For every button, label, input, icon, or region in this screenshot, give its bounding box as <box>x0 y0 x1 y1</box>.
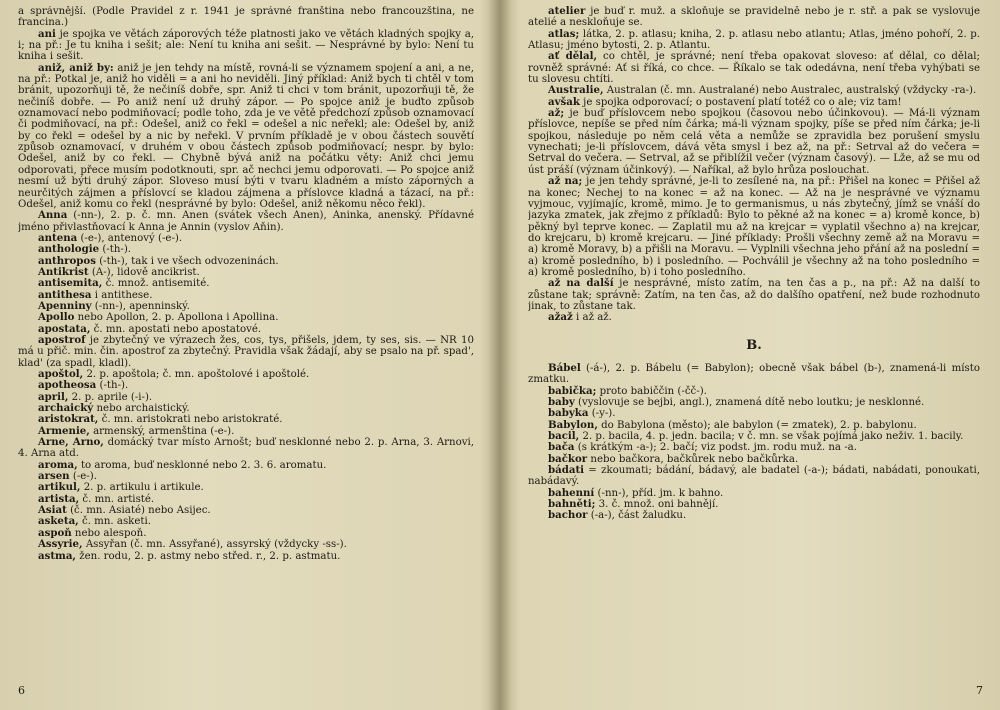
entry-text: 2. p. artikulu i artikule. <box>83 482 204 494</box>
entry-headword: asketa, <box>38 515 79 528</box>
entry-text: Australan (č. mn. Australané) nebo Australec, australský (vždycky -ra-). <box>606 85 977 97</box>
entry-headword: anthropos <box>38 254 96 267</box>
left-page <box>18 6 474 678</box>
entry-text: (s krátkým -a-); 2. bačí; viz podst. jm. rodu muž. na -a. <box>577 442 857 454</box>
entry-headword: antithesa <box>38 288 92 301</box>
entry-text: č. mn. asketi. <box>81 516 151 528</box>
entry-text: (-th-). <box>99 380 129 392</box>
entry-text: č. mn. apostati nebo apostatové. <box>93 323 262 335</box>
dictionary-entry <box>18 6 474 29</box>
entry-headword: aniž, aniž by: <box>38 61 114 74</box>
dictionary-entry <box>528 97 980 108</box>
entry-headword: bahenní <box>548 486 595 499</box>
entry-headword: Antikrist <box>38 265 89 278</box>
entry-text: (-e-). <box>72 471 97 483</box>
entry-text: (-y-). <box>591 408 616 420</box>
section-heading-b: B. <box>746 337 762 353</box>
entry-text: Assyřan (č. mn. Assyřané), assyrský (vždycky -ss-). <box>85 539 347 551</box>
entry-text: to aroma, buď nesklonné nebo 2. 3. 6. aromatu. <box>80 459 327 471</box>
entry-headword: ažaž <box>548 311 573 324</box>
entry-text: (č. mn. Asiaté) nebo Asijec. <box>70 505 211 517</box>
entry-text: (-á-), 2. p. Bábelu (= Babylon); obecně však bábel (b-), znamená-li místo zmatku. <box>528 362 980 386</box>
entries-letter-b <box>528 363 980 522</box>
entry-headword: ať dělal, <box>548 50 598 63</box>
entry-headword: babyka <box>548 407 589 420</box>
entry-headword: artikul, <box>38 481 81 494</box>
entry-text: 2. p. bacila, 4. p. jedn. bacila; v č. mn. se však pojímá jako neživ. 1. bacily. <box>582 431 964 443</box>
entry-headword: apotheosa <box>38 379 97 392</box>
entry-headword: apoštol, <box>38 368 84 380</box>
entry-text: (-th-). <box>102 244 132 256</box>
page-number-left: 6 <box>18 684 25 697</box>
entry-text: (-th-), tak i ve všech odvozeninách. <box>99 255 279 267</box>
dictionary-entry <box>528 278 980 312</box>
entry-headword: bacil, <box>548 430 580 443</box>
entry-headword: babička; <box>548 384 597 397</box>
entry-headword: arsen <box>38 470 70 483</box>
entry-text: je buď r. muž. a skloňuje se pravidelně nebo je r. stř. a pak se vyslovuje atelié a neskloňuje se. <box>528 6 980 29</box>
dictionary-entry <box>528 108 980 176</box>
dictionary-entry <box>18 482 474 493</box>
dictionary-entry <box>18 210 474 233</box>
entry-headword: Anna <box>38 209 68 222</box>
dictionary-entry <box>528 397 980 408</box>
entry-headword: aroma, <box>38 458 78 471</box>
dictionary-entry <box>18 335 474 369</box>
entry-text: i antithese. <box>94 289 153 301</box>
dictionary-entry <box>528 176 980 278</box>
dictionary-entry <box>528 6 980 29</box>
entry-headword: antisemita, <box>38 277 103 290</box>
dictionary-entry <box>528 312 980 323</box>
book-gutter <box>488 0 512 710</box>
entry-text: nebo archaistický. <box>96 403 190 415</box>
entry-text: (-nn-), apenninský. <box>94 300 190 312</box>
entry-text: (-a-), část žaludku. <box>590 510 687 522</box>
entry-text: č. množ. antisemité. <box>105 278 210 290</box>
entry-text: je buď příslovcem nebo spojkou (časovou nebo účinkovou). — Má-li význam příslovce, nepíše se před ním čárka; má-li význam spojky, píše se před ním čárka; je-li spojkou, následuje po něm celá věta a nemůže se zpravidla bez porušení smyslu vynechati; je-li příslovcem, dává věta smysl i bez až, na př.: Setrval až do večera = Setrval do večera. — Setrval, až se přiblížil večer (význam časový). — Lže, až se mu od úst práší (význam účinkový). — Naříkal, až bylo hrůza poslouchat. <box>528 108 980 176</box>
entry-text: č. mn. artisté. <box>82 493 155 505</box>
entry-text: je spojka ve větách záporových téže platnosti jako ve větách kladných spojky a, i; na př.: Je tu kniha i sešit; ale: Není tu kniha ani sešit. — Nesprávné by bylo: Není tu kniha i sešit. <box>18 28 474 63</box>
entry-headword: Babylon, <box>548 418 598 431</box>
entry-headword: apostrof <box>38 333 86 346</box>
entry-text: (-nn-), 2. p. č. mn. Anen (svátek všech Anen), Aninka, anenský. Přídavné jméno přivlastňovací k Anna je Annin (vyslov Aňin). <box>18 210 474 233</box>
entry-text: 2. p. aprile (-i-). <box>71 391 153 403</box>
entry-text: nebo Apollon, 2. p. Apollona i Apollina. <box>77 312 279 324</box>
entry-headword: až; <box>548 107 565 120</box>
entry-text: co chtěl, je správné; není třeba opakovat sloveso: ať dělal, co dělal; rovněž správné: Ať si říká, co chce. — Říkalo se tak odedávna, není třeba vyhýbati se tu slovesu chtíti. <box>528 51 980 86</box>
entry-text: je zbytečný ve výrazech žes, cos, tys, přišels, jdem, ty ses, sis. — NR 10 má u přič. min. čin. apostrof za zbytečný. Pravidla však žádají, aby se psalo na př. spad', klad' (za spadl, kladl). <box>18 334 474 369</box>
entry-headword: Asiat <box>38 504 67 517</box>
dictionary-entry <box>528 85 980 96</box>
entry-headword: Assyrie, <box>38 538 83 551</box>
entry-headword: Bábel <box>548 361 581 374</box>
dictionary-entry <box>18 494 474 505</box>
entry-text: aniž je jen tehdy na místě, rovná-li se významem spojení a ani, a ne, na př.: Potkal je, aniž ho viděli = a ani ho neviděli. Jiný příklad: Aniž bych ti chtěl v tom bránit, upozorňuji tě, že nečiníš dobře, spr. Aniž ti chci v tom bránit, upozorňuji tě, že nečiníš dobře. — Po aniž není už druhý zápor. — Po spojce aniž je buďto způsob oznamovací nebo podmiňovací; podle toho, zda je ve větě předchozí způsob oznamovací či podmiňovací, na př.: Odešel, aniž co řekl = odešel a nic neřekl; ale: Odešel by, aniž by co řekl = odešel by a nic by neřekl. V prvním příkladě je v obou částech souvětí způsob oznamovací, v druhém v obou částech způsob podmiňovací; nespr. by bylo: Odešel, aniž by co řekl. — Chybně bývá aniž na počátku věty: Aniž chci jemu odporovati, přece musím podotknouti, spr. ač nechci jemu odporovati. — Po spojce aniž nesmí už býti druhý zápor. Sloveso musí býti v tvaru kladném a místo záporných a neurčitých zájmen a příslovcí se kladou zájmena a příslovce kladná a tázací, na př.: Odešel, aniž komu co řekl (nesprávné by bylo: Odešel, aniž někomu něco řekl). <box>18 62 474 210</box>
dictionary-entry <box>18 301 474 312</box>
dictionary-entry <box>18 437 474 460</box>
dictionary-entry <box>528 51 980 85</box>
entry-headword: Arne, Arno, <box>38 436 104 449</box>
entry-text: je spojka odporovací; o postavení platí totéž co o ale; viz tam! <box>583 96 902 108</box>
entry-text: (-nn-), příd. jm. k bahno. <box>597 487 724 499</box>
entry-headword: ani <box>38 27 56 40</box>
dictionary-entry <box>528 363 980 386</box>
dictionary-entry <box>528 386 980 397</box>
entry-text: je nesprávné, místo zatím, na ten čas a p., na př.: Až na další to zůstane tak; správně: Zatím, na ten čas, až do dalšího opatření, než bude rozhodnuto jinak, to zůstane tak. <box>528 278 980 312</box>
entry-text: (A-), lidově ancikrist. <box>91 266 200 278</box>
entry-headword: bahněti; <box>548 498 596 511</box>
entry-headword: aspoň <box>38 526 72 539</box>
dictionary-entry <box>528 465 980 488</box>
dictionary-entry <box>528 29 980 52</box>
entry-text: je jen tehdy správné, je-li to zesílené na, na př.: Přišel na konec = Přišel až na konec; Nechej to na konec = až na konec. — Až na je nesprávné ve významu vyjmouc, vyjímajíc, kromě, mimo. Je to germanismus, u nás zbytečný, jímž se vnáší do jazyka zmatek, jak zřejmo z příkladů: Bylo to pěkné až na konec = a) kromě konce, b) pěkný byl teprve konec. — Zaplatil mu až na krejcar = vyplatil všechno a) na krejcar, do krejcaru, b) kromě krejcaru. — Jiné příklady: Prošli všechny země až na Moravu = a) kromě Moravy, b) a přišli na Moravu. — Vyplnili všechna jeho přání až na poslední = a) kromě posledního, b) i posledního. — Pochválil je všechny až na toho posledního = a) kromě posledního, b) i toho posledního. <box>528 176 980 278</box>
entry-headword: baby <box>548 396 575 408</box>
dictionary-entry <box>528 442 980 453</box>
entry-headword: aristokrat, <box>38 413 99 426</box>
dictionary-entry <box>18 324 474 335</box>
entry-text: domácký tvar místo Arnošt; buď nesklonné nebo 2. p. Arna, 3. Arnovi, 4. Arna atd. <box>18 437 474 460</box>
entry-headword: antena <box>38 231 78 244</box>
entry-text: a správnější. (Podle Pravidel z r. 1941 je správné franština nebo francouzština, ne francina.) <box>18 6 474 29</box>
entry-text: i až až. <box>576 312 612 324</box>
entry-headword: april, <box>38 390 69 403</box>
entry-text: látka, 2. p. atlasu; kniha, 2. p. atlasu nebo atlantu; Atlas, jméno pohoří, 2. p. Atlasu; jméno bytosti, 2. p. Atlantu. <box>528 28 980 52</box>
dictionary-entry <box>528 499 980 510</box>
entry-headword: bachor <box>548 509 588 522</box>
entry-headword: archaický <box>38 402 94 415</box>
dictionary-entry <box>18 29 474 63</box>
dictionary-entry <box>18 471 474 482</box>
entry-text: nebo alespoň. <box>74 527 147 539</box>
page-number-right: 7 <box>976 684 983 697</box>
entry-headword: Apenniny <box>38 299 92 312</box>
entries-letter-a <box>528 6 980 324</box>
dictionary-entry <box>528 420 980 431</box>
entry-text: žen. rodu, 2. p. astmy nebo střed. r., 2. p. astmatu. <box>79 550 341 562</box>
entry-headword: avšak <box>548 95 580 108</box>
dictionary-entry <box>18 380 474 391</box>
entry-headword: bača <box>548 441 575 454</box>
dictionary-entry <box>528 454 980 465</box>
dictionary-entry <box>18 460 474 471</box>
entry-headword: Armenie, <box>38 424 90 437</box>
entry-text: (vyslovuje se bejbi, angl.), znamená dítě nebo loutku; je nesklonné. <box>578 397 925 408</box>
dictionary-entry <box>18 516 474 527</box>
dictionary-entry <box>528 510 980 521</box>
entry-headword: astma, <box>38 549 76 562</box>
entry-headword: až na; <box>548 175 583 188</box>
dictionary-entry <box>18 63 474 210</box>
entry-headword: apostata, <box>38 322 91 335</box>
entry-headword: Apollo <box>38 311 75 324</box>
dictionary-entry <box>18 505 474 516</box>
entry-text: 3. č. množ. oni bahnějí. <box>598 499 719 511</box>
dictionary-entry <box>18 528 474 539</box>
entry-headword: Australie, <box>548 84 604 97</box>
entry-text: (-e-), antenový (-e-). <box>80 232 183 244</box>
entry-text: 2. p. apoštola; č. mn. apoštolové i apoštolé. <box>86 369 310 380</box>
entry-text: armenský, armenština (-e-). <box>93 425 235 437</box>
dictionary-entry <box>528 431 980 442</box>
entry-headword: anthologie <box>38 243 100 256</box>
entry-text: nebo bačkora, bačkůrek nebo bačkůrka. <box>590 453 799 465</box>
entry-text: do Babylona (město); ale babylon (= zmatek), 2. p. babylonu. <box>601 419 917 431</box>
right-page <box>528 6 980 678</box>
dictionary-entry <box>18 539 474 550</box>
dictionary-entry <box>528 488 980 499</box>
entry-headword: bačkor <box>548 452 588 465</box>
entry-text: č. mn. aristokrati nebo aristokraté. <box>101 414 283 426</box>
entry-headword: atlas; <box>548 27 580 40</box>
dictionary-entry <box>18 551 474 562</box>
entry-text: proto babiččin (-čč-). <box>599 385 707 397</box>
entry-headword: bádati <box>548 464 585 477</box>
entry-headword: až na další <box>548 277 614 290</box>
entry-text: = zkoumati; bádání, bádavý, ale badatel (-a-); bádati, nabádati, ponoukati, nabádavý. <box>528 465 980 488</box>
entry-headword: atelier <box>548 6 586 17</box>
entry-headword: artista, <box>38 492 80 505</box>
